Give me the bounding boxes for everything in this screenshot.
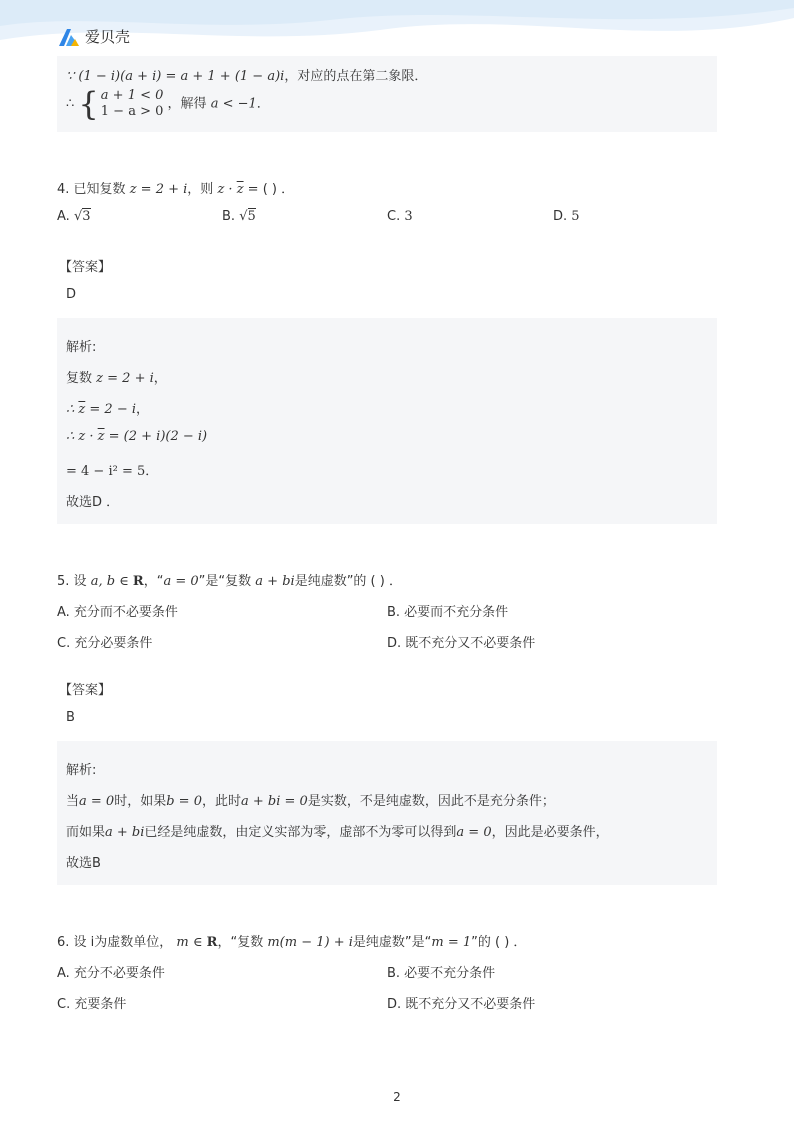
q3-analysis-line-1 [66,65,427,84]
q5-option-d: D. 既不充分又不必要条件 [387,636,536,651]
conj: $\overline{z}$ [78,402,86,417]
math: a + bi = 0 [240,794,308,809]
q4-option-a [57,209,91,224]
q6-option-d: D. 既不充分又不必要条件 [387,997,536,1012]
q4-stem-text-c: ( ) ． [262,182,295,197]
q5-analysis-line-3: 故选B [66,856,101,871]
real-set-symbol: R [206,935,218,950]
math-post: = (2 + i)(2 − i) [104,429,208,444]
math: m(m − 1) + i [267,935,353,950]
brace-symbol: { [78,85,99,123]
sqrt-symbol: √ [239,209,248,224]
text: ，因此是必要条件， [491,825,609,840]
text: 是纯虚数”的 ( ) ． [294,574,402,589]
system-row-1: a + 1 < 0 [100,88,164,103]
q4-analysis-line-5: 故选D ． [66,495,120,510]
system-row-2: 1 − a > 0 [100,104,164,119]
page-number: 2 [393,1090,401,1104]
option-value: 5 [571,209,580,224]
q5-answer-header: 【答案】 [59,683,112,698]
text: 复数 [66,371,93,386]
q3-end-punct: ． [256,96,270,112]
text: 时，如果 [114,794,167,809]
q4-option-c [387,209,413,224]
q4-stem-conj: $\overline{z}$ [236,182,244,197]
q4-analysis-line-4 [66,460,158,479]
option-value: 3 [404,209,413,224]
option-label: A. [57,209,70,224]
math-pre: ∴ z · [66,429,98,444]
text: ，“复数 [217,935,264,950]
q3-analysis-line-2 [66,85,270,123]
math: m = 1 [431,935,472,950]
q3-analysis-panel [57,56,717,132]
q6-option-c: C. 充要条件 [57,997,127,1012]
text: 当 [66,794,80,809]
q4-stem-text-b: ，则 [187,182,214,197]
q6-stem [57,931,526,950]
q4-analysis-line-1 [66,367,167,386]
q5-stem [57,570,402,589]
option-value: 5 [247,209,256,224]
q4-stem-math-1: z = 2 + i [129,182,188,197]
math-post: = 2 − i [85,402,137,417]
q4-option-b [222,209,256,224]
text: ”的 ( ) ． [471,935,527,950]
logo [57,26,130,47]
text: 是实数，不是纯虚数，因此不是充分条件； [307,794,555,809]
math: a = 0 [456,825,492,840]
text: 6. 设 i为虚数单位， [57,935,173,950]
q4-analysis-line-2 [66,398,149,417]
math-pre: ∴ [66,402,79,417]
logo-icon [57,27,81,47]
q5-option-c: C. 充分必要条件 [57,636,153,651]
q4-answer: D [66,287,77,302]
math: a = 0 [163,574,199,589]
q5-option-b: B. 必要而不充分条件 [387,605,509,620]
q5-analysis-panel [57,741,717,885]
q5-answer: B [66,710,75,725]
text: 是纯虚数”是“ [352,935,432,950]
math: = 4 − i² = 5 [66,464,146,479]
text: 已经是纯虚数，由定义实部为零，虚部不为零可以得到 [144,825,457,840]
q5-analysis-line-1 [66,790,555,809]
q3-solve-text: ，解得 [167,96,207,112]
math: a + bi [255,574,295,589]
sqrt-symbol: √ [73,209,83,224]
math: m ∈ [176,935,207,950]
q4-stem-text-a: 4. 已知复数 [57,182,126,197]
option-label: B. [222,209,236,224]
punct: ， [136,402,150,417]
punct: ． [145,464,159,479]
logo-text: 爱贝壳 [85,28,131,46]
q4-analysis-title: 解析: [66,340,97,355]
q4-analysis-line-3 [66,429,207,444]
q4-stem-math-2-pre: z · [217,182,237,197]
text: ”是“复数 [198,574,252,589]
text: ，此时 [201,794,241,809]
q4-answer-header: 【答案】 [59,260,112,275]
inequality-system [78,85,164,123]
therefore-symbol: ∴ [66,96,75,112]
q4-stem-math-2-post: = [243,182,263,197]
q4-option-d [553,209,580,224]
math: a, b ∈ [90,574,133,589]
text: ，“ [143,574,164,589]
q5-analysis-title: 解析: [66,763,97,778]
q3-text: ，对应的点在第二象限． [284,69,428,84]
math: b = 0 [166,794,202,809]
q3-result: a < −1 [210,96,257,112]
option-label: C. [387,209,401,224]
option-label: D. [553,209,568,224]
punct: ， [153,371,167,386]
text: 而如果 [66,825,106,840]
q4-analysis-panel [57,318,717,524]
option-value: 3 [82,209,91,224]
q4-stem [57,178,294,197]
q6-option-a: A. 充分不必要条件 [57,966,165,981]
q5-analysis-line-2 [66,821,609,840]
math: z = 2 + i [96,371,154,386]
q3-math-expression: ∵ (1 − i)(a + i) = a + 1 + (1 − a)i [66,69,285,84]
q5-option-a: A. 充分而不必要条件 [57,605,178,620]
q6-option-b: B. 必要不充分条件 [387,966,496,981]
math: a = 0 [79,794,115,809]
text: 5. 设 [57,574,87,589]
math: a + bi [105,825,145,840]
conj: $\overline{z}$ [97,429,105,444]
real-set-symbol: R [132,574,144,589]
